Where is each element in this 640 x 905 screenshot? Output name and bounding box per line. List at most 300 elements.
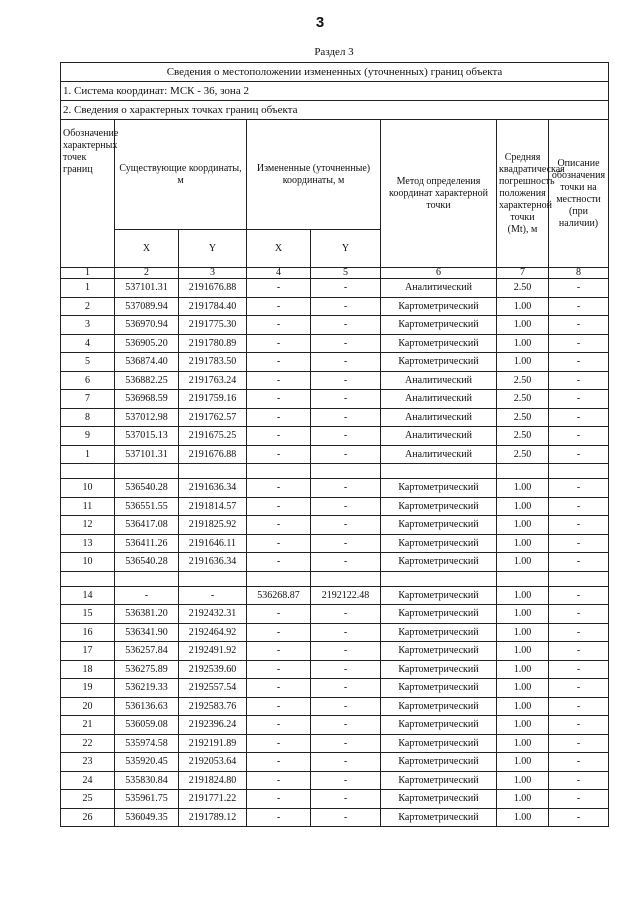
method-cell: Картометрический bbox=[381, 660, 497, 679]
changed-x-cell: 536268.87 bbox=[247, 586, 311, 605]
description-cell: - bbox=[549, 390, 609, 409]
accuracy-cell: 2.50 bbox=[497, 279, 549, 298]
existing-y-cell: 2191762.57 bbox=[179, 408, 247, 427]
accuracy-cell: 2.50 bbox=[497, 445, 549, 464]
table-row bbox=[61, 642, 609, 661]
column-number: 3 bbox=[179, 268, 247, 279]
existing-y-cell: 2191676.88 bbox=[179, 445, 247, 464]
changed-y-cell: - bbox=[311, 771, 381, 790]
empty-cell bbox=[247, 464, 311, 479]
table-row bbox=[61, 623, 609, 642]
existing-y-cell: 2191783.50 bbox=[179, 353, 247, 372]
point-number-cell: 7 bbox=[61, 390, 115, 409]
accuracy-cell: 2.50 bbox=[497, 408, 549, 427]
point-number-cell: 10 bbox=[61, 553, 115, 572]
empty-cell bbox=[61, 464, 115, 479]
existing-x-cell: 537101.31 bbox=[115, 445, 179, 464]
changed-y-cell: - bbox=[311, 553, 381, 572]
existing-x-cell: 537012.98 bbox=[115, 408, 179, 427]
table-row bbox=[61, 408, 609, 427]
existing-x-cell: 536540.28 bbox=[115, 479, 179, 498]
accuracy-cell: 1.00 bbox=[497, 479, 549, 498]
table-row bbox=[61, 371, 609, 390]
existing-x-cell: 537089.94 bbox=[115, 297, 179, 316]
method-cell: Картометрический bbox=[381, 553, 497, 572]
changed-x-cell: - bbox=[247, 697, 311, 716]
column-number: 5 bbox=[311, 268, 381, 279]
description-cell: - bbox=[549, 605, 609, 624]
changed-y-cell: - bbox=[311, 808, 381, 827]
existing-y-cell: 2191824.80 bbox=[179, 771, 247, 790]
description-cell: - bbox=[549, 623, 609, 642]
description-cell: - bbox=[549, 697, 609, 716]
existing-y-cell: 2191646.11 bbox=[179, 534, 247, 553]
changed-x-cell: - bbox=[247, 390, 311, 409]
description-cell: - bbox=[549, 553, 609, 572]
changed-x-cell: - bbox=[247, 790, 311, 809]
point-number-cell: 2 bbox=[61, 297, 115, 316]
accuracy-cell: 1.00 bbox=[497, 497, 549, 516]
changed-x-cell: - bbox=[247, 279, 311, 298]
accuracy-cell: 1.00 bbox=[497, 697, 549, 716]
changed-x-cell: - bbox=[247, 771, 311, 790]
existing-y-cell: 2191636.34 bbox=[179, 553, 247, 572]
method-cell: Картометрический bbox=[381, 642, 497, 661]
coordinate-system: 1. Система координат: МСК - 36, зона 2 bbox=[61, 82, 609, 101]
header-x-existing: X bbox=[115, 230, 179, 268]
changed-x-cell: - bbox=[247, 427, 311, 446]
point-number-cell: 16 bbox=[61, 623, 115, 642]
method-cell: Аналитический bbox=[381, 371, 497, 390]
existing-y-cell: 2191759.16 bbox=[179, 390, 247, 409]
changed-x-cell: - bbox=[247, 334, 311, 353]
changed-y-cell: - bbox=[311, 623, 381, 642]
table-row bbox=[61, 808, 609, 827]
point-number-cell: 4 bbox=[61, 334, 115, 353]
point-number-cell: 9 bbox=[61, 427, 115, 446]
existing-y-cell: 2192491.92 bbox=[179, 642, 247, 661]
existing-x-cell: 536411.26 bbox=[115, 534, 179, 553]
point-number-cell: 13 bbox=[61, 534, 115, 553]
method-cell: Картометрический bbox=[381, 297, 497, 316]
existing-y-cell: 2191636.34 bbox=[179, 479, 247, 498]
changed-y-cell: - bbox=[311, 408, 381, 427]
point-number-cell: 19 bbox=[61, 679, 115, 698]
accuracy-cell: 1.00 bbox=[497, 553, 549, 572]
separator-row bbox=[61, 464, 609, 479]
existing-y-cell: 2192583.76 bbox=[179, 697, 247, 716]
method-cell: Аналитический bbox=[381, 390, 497, 409]
existing-x-cell: 535974.58 bbox=[115, 734, 179, 753]
existing-y-cell: 2191825.92 bbox=[179, 516, 247, 535]
method-cell: Картометрический bbox=[381, 516, 497, 535]
method-cell: Картометрический bbox=[381, 790, 497, 809]
table-row bbox=[61, 427, 609, 446]
header-designation: Обозначение характерных точек границ bbox=[61, 120, 115, 268]
empty-cell bbox=[179, 464, 247, 479]
description-cell: - bbox=[549, 279, 609, 298]
existing-x-cell: 536968.59 bbox=[115, 390, 179, 409]
empty-cell bbox=[497, 464, 549, 479]
point-number-cell: 25 bbox=[61, 790, 115, 809]
accuracy-cell: 1.00 bbox=[497, 316, 549, 335]
table-row bbox=[61, 445, 609, 464]
method-cell: Картометрический bbox=[381, 353, 497, 372]
changed-y-cell: - bbox=[311, 334, 381, 353]
changed-y-cell: - bbox=[311, 642, 381, 661]
description-cell: - bbox=[549, 353, 609, 372]
changed-y-cell: - bbox=[311, 371, 381, 390]
table-title-row bbox=[61, 63, 609, 82]
method-cell: Аналитический bbox=[381, 445, 497, 464]
description-cell: - bbox=[549, 679, 609, 698]
changed-y-cell: - bbox=[311, 734, 381, 753]
header-x-changed: X bbox=[247, 230, 311, 268]
changed-x-cell: - bbox=[247, 753, 311, 772]
empty-cell bbox=[381, 464, 497, 479]
column-number: 6 bbox=[381, 268, 497, 279]
changed-y-cell: - bbox=[311, 605, 381, 624]
point-number-cell: 12 bbox=[61, 516, 115, 535]
method-cell: Картометрический bbox=[381, 697, 497, 716]
column-numbers-row bbox=[61, 268, 609, 279]
existing-y-cell: 2191814.57 bbox=[179, 497, 247, 516]
existing-x-cell: 536417.08 bbox=[115, 516, 179, 535]
point-number-cell: 1 bbox=[61, 279, 115, 298]
description-cell: - bbox=[549, 371, 609, 390]
description-cell: - bbox=[549, 297, 609, 316]
existing-y-cell: - bbox=[179, 586, 247, 605]
accuracy-cell: 2.50 bbox=[497, 371, 549, 390]
table-row bbox=[61, 497, 609, 516]
method-cell: Картометрический bbox=[381, 334, 497, 353]
header-accuracy-text: Средняя квадратическая погрешность положения характерной точки (Mt), м bbox=[499, 151, 565, 235]
changed-y-cell: 2192122.48 bbox=[311, 586, 381, 605]
point-number-cell: 22 bbox=[61, 734, 115, 753]
table-row bbox=[61, 790, 609, 809]
table-row bbox=[61, 334, 609, 353]
existing-y-cell: 2192053.64 bbox=[179, 753, 247, 772]
table-row bbox=[61, 316, 609, 335]
description-cell: - bbox=[549, 408, 609, 427]
changed-y-cell: - bbox=[311, 753, 381, 772]
changed-x-cell: - bbox=[247, 660, 311, 679]
header-y-changed: Y bbox=[311, 230, 381, 268]
description-cell: - bbox=[549, 771, 609, 790]
accuracy-cell: 1.00 bbox=[497, 642, 549, 661]
point-number-cell: 17 bbox=[61, 642, 115, 661]
points-heading: 2. Сведения о характерных точках границ объекта bbox=[61, 101, 609, 120]
header-changed-coordinates: Измененные (уточненные) координаты, м bbox=[247, 120, 381, 230]
method-cell: Аналитический bbox=[381, 279, 497, 298]
table-row bbox=[61, 479, 609, 498]
table-body bbox=[61, 268, 609, 827]
table-row bbox=[61, 297, 609, 316]
page-number: 3 bbox=[315, 14, 325, 31]
accuracy-cell: 1.00 bbox=[497, 660, 549, 679]
changed-y-cell: - bbox=[311, 353, 381, 372]
method-cell: Картометрический bbox=[381, 586, 497, 605]
existing-x-cell: 535920.45 bbox=[115, 753, 179, 772]
existing-x-cell: 536341.90 bbox=[115, 623, 179, 642]
point-number-cell: 26 bbox=[61, 808, 115, 827]
changed-x-cell: - bbox=[247, 408, 311, 427]
changed-y-cell: - bbox=[311, 279, 381, 298]
changed-x-cell: - bbox=[247, 371, 311, 390]
changed-y-cell: - bbox=[311, 697, 381, 716]
changed-y-cell: - bbox=[311, 534, 381, 553]
method-cell: Картометрический bbox=[381, 734, 497, 753]
description-cell: - bbox=[549, 734, 609, 753]
changed-x-cell: - bbox=[247, 445, 311, 464]
changed-x-cell: - bbox=[247, 808, 311, 827]
column-number: 7 bbox=[497, 268, 549, 279]
column-number: 8 bbox=[549, 268, 609, 279]
changed-x-cell: - bbox=[247, 734, 311, 753]
changed-x-cell: - bbox=[247, 553, 311, 572]
point-number-cell: 14 bbox=[61, 586, 115, 605]
point-number-cell: 3 bbox=[61, 316, 115, 335]
method-cell: Картометрический bbox=[381, 753, 497, 772]
point-number-cell: 15 bbox=[61, 605, 115, 624]
table-row bbox=[61, 697, 609, 716]
existing-y-cell: 2191789.12 bbox=[179, 808, 247, 827]
changed-x-cell: - bbox=[247, 353, 311, 372]
accuracy-cell: 1.00 bbox=[497, 790, 549, 809]
points-heading-row bbox=[61, 101, 609, 120]
method-cell: Картометрический bbox=[381, 479, 497, 498]
changed-y-cell: - bbox=[311, 479, 381, 498]
existing-y-cell: 2192539.60 bbox=[179, 660, 247, 679]
description-cell: - bbox=[549, 586, 609, 605]
changed-x-cell: - bbox=[247, 316, 311, 335]
description-cell: - bbox=[549, 316, 609, 335]
table-row bbox=[61, 753, 609, 772]
description-cell: - bbox=[549, 334, 609, 353]
header-existing-coordinates: Существующие координаты, м bbox=[115, 120, 247, 230]
accuracy-cell: 1.00 bbox=[497, 623, 549, 642]
existing-y-cell: 2192432.31 bbox=[179, 605, 247, 624]
existing-x-cell: 536275.89 bbox=[115, 660, 179, 679]
description-cell: - bbox=[549, 516, 609, 535]
existing-x-cell: 535830.84 bbox=[115, 771, 179, 790]
method-cell: Картометрический bbox=[381, 605, 497, 624]
changed-x-cell: - bbox=[247, 716, 311, 735]
method-cell: Аналитический bbox=[381, 427, 497, 446]
changed-y-cell: - bbox=[311, 316, 381, 335]
existing-x-cell: 536970.94 bbox=[115, 316, 179, 335]
description-cell: - bbox=[549, 660, 609, 679]
existing-y-cell: 2192557.54 bbox=[179, 679, 247, 698]
column-number: 2 bbox=[115, 268, 179, 279]
empty-cell bbox=[497, 571, 549, 586]
method-cell: Картометрический bbox=[381, 679, 497, 698]
empty-cell bbox=[115, 571, 179, 586]
existing-x-cell: - bbox=[115, 586, 179, 605]
table-row bbox=[61, 586, 609, 605]
accuracy-cell: 2.50 bbox=[497, 427, 549, 446]
table-row bbox=[61, 660, 609, 679]
existing-y-cell: 2191763.24 bbox=[179, 371, 247, 390]
changed-y-cell: - bbox=[311, 790, 381, 809]
accuracy-cell: 1.00 bbox=[497, 679, 549, 698]
changed-y-cell: - bbox=[311, 445, 381, 464]
accuracy-cell: 1.00 bbox=[497, 605, 549, 624]
existing-x-cell: 537015.13 bbox=[115, 427, 179, 446]
changed-y-cell: - bbox=[311, 716, 381, 735]
table-row bbox=[61, 353, 609, 372]
changed-x-cell: - bbox=[247, 497, 311, 516]
existing-y-cell: 2192191.89 bbox=[179, 734, 247, 753]
existing-x-cell: 536059.08 bbox=[115, 716, 179, 735]
empty-cell bbox=[311, 464, 381, 479]
point-number-cell: 18 bbox=[61, 660, 115, 679]
description-cell: - bbox=[549, 642, 609, 661]
separator-row bbox=[61, 571, 609, 586]
existing-y-cell: 2191780.89 bbox=[179, 334, 247, 353]
accuracy-cell: 1.00 bbox=[497, 334, 549, 353]
point-number-cell: 10 bbox=[61, 479, 115, 498]
description-cell: - bbox=[549, 445, 609, 464]
changed-y-cell: - bbox=[311, 660, 381, 679]
table-row bbox=[61, 553, 609, 572]
empty-cell bbox=[381, 571, 497, 586]
column-number: 4 bbox=[247, 268, 311, 279]
description-cell: - bbox=[549, 534, 609, 553]
point-number-cell: 20 bbox=[61, 697, 115, 716]
accuracy-cell: 1.00 bbox=[497, 734, 549, 753]
existing-x-cell: 536874.40 bbox=[115, 353, 179, 372]
changed-y-cell: - bbox=[311, 516, 381, 535]
existing-y-cell: 2191775.30 bbox=[179, 316, 247, 335]
table-row bbox=[61, 679, 609, 698]
existing-y-cell: 2191676.88 bbox=[179, 279, 247, 298]
accuracy-cell: 1.00 bbox=[497, 534, 549, 553]
header-method: Метод определения координат характерной точки bbox=[381, 120, 497, 268]
changed-x-cell: - bbox=[247, 605, 311, 624]
accuracy-cell: 1.00 bbox=[497, 297, 549, 316]
point-number-cell: 8 bbox=[61, 408, 115, 427]
table-row bbox=[61, 734, 609, 753]
accuracy-cell: 1.00 bbox=[497, 516, 549, 535]
changed-x-cell: - bbox=[247, 479, 311, 498]
existing-x-cell: 536381.20 bbox=[115, 605, 179, 624]
description-cell: - bbox=[549, 753, 609, 772]
point-number-cell: 5 bbox=[61, 353, 115, 372]
method-cell: Картометрический bbox=[381, 716, 497, 735]
changed-y-cell: - bbox=[311, 497, 381, 516]
empty-cell bbox=[549, 464, 609, 479]
point-number-cell: 1 bbox=[61, 445, 115, 464]
description-cell: - bbox=[549, 716, 609, 735]
accuracy-cell: 1.00 bbox=[497, 716, 549, 735]
empty-cell bbox=[247, 571, 311, 586]
point-number-cell: 11 bbox=[61, 497, 115, 516]
existing-x-cell: 536049.35 bbox=[115, 808, 179, 827]
point-number-cell: 23 bbox=[61, 753, 115, 772]
existing-x-cell: 536540.28 bbox=[115, 553, 179, 572]
changed-y-cell: - bbox=[311, 297, 381, 316]
accuracy-cell: 1.00 bbox=[497, 753, 549, 772]
existing-x-cell: 536882.25 bbox=[115, 371, 179, 390]
method-cell: Картометрический bbox=[381, 771, 497, 790]
existing-x-cell: 536136.63 bbox=[115, 697, 179, 716]
point-number-cell: 24 bbox=[61, 771, 115, 790]
empty-cell bbox=[549, 571, 609, 586]
changed-x-cell: - bbox=[247, 642, 311, 661]
accuracy-cell: 1.00 bbox=[497, 586, 549, 605]
changed-x-cell: - bbox=[247, 297, 311, 316]
changed-x-cell: - bbox=[247, 534, 311, 553]
column-number: 1 bbox=[61, 268, 115, 279]
changed-x-cell: - bbox=[247, 679, 311, 698]
header-description: Описание обозначения точки на местности (при наличии) bbox=[549, 120, 609, 268]
existing-x-cell: 536551.55 bbox=[115, 497, 179, 516]
existing-y-cell: 2192464.92 bbox=[179, 623, 247, 642]
description-cell: - bbox=[549, 808, 609, 827]
accuracy-cell: 2.50 bbox=[497, 390, 549, 409]
description-cell: - bbox=[549, 497, 609, 516]
table-row bbox=[61, 534, 609, 553]
existing-x-cell: 536257.84 bbox=[115, 642, 179, 661]
existing-y-cell: 2191675.25 bbox=[179, 427, 247, 446]
existing-y-cell: 2191771.22 bbox=[179, 790, 247, 809]
changed-x-cell: - bbox=[247, 623, 311, 642]
accuracy-cell: 1.00 bbox=[497, 771, 549, 790]
header-y-existing: Y bbox=[179, 230, 247, 268]
method-cell: Картометрический bbox=[381, 316, 497, 335]
method-cell: Картометрический bbox=[381, 623, 497, 642]
empty-cell bbox=[179, 571, 247, 586]
header-accuracy bbox=[497, 120, 565, 268]
changed-x-cell: - bbox=[247, 516, 311, 535]
changed-y-cell: - bbox=[311, 679, 381, 698]
table-row bbox=[61, 390, 609, 409]
method-cell: Картометрический bbox=[381, 497, 497, 516]
description-cell: - bbox=[549, 790, 609, 809]
method-cell: Аналитический bbox=[381, 408, 497, 427]
existing-y-cell: 2192396.24 bbox=[179, 716, 247, 735]
boundary-points-table bbox=[60, 62, 609, 827]
existing-x-cell: 537101.31 bbox=[115, 279, 179, 298]
table-row bbox=[61, 716, 609, 735]
description-cell: - bbox=[549, 427, 609, 446]
table-row bbox=[61, 605, 609, 624]
existing-y-cell: 2191784.40 bbox=[179, 297, 247, 316]
method-cell: Картометрический bbox=[381, 534, 497, 553]
table-row bbox=[61, 771, 609, 790]
point-number-cell: 21 bbox=[61, 716, 115, 735]
table-row bbox=[61, 516, 609, 535]
description-cell: - bbox=[549, 479, 609, 498]
table-title: Сведения о местоположении измененных (уточненных) границ объекта bbox=[61, 63, 609, 82]
empty-cell bbox=[115, 464, 179, 479]
existing-x-cell: 536219.33 bbox=[115, 679, 179, 698]
section-title: Раздел 3 bbox=[314, 46, 354, 58]
changed-y-cell: - bbox=[311, 390, 381, 409]
empty-cell bbox=[61, 571, 115, 586]
table-row bbox=[61, 279, 609, 298]
changed-y-cell: - bbox=[311, 427, 381, 446]
empty-cell bbox=[311, 571, 381, 586]
existing-x-cell: 536905.20 bbox=[115, 334, 179, 353]
point-number-cell: 6 bbox=[61, 371, 115, 390]
coordinate-system-row bbox=[61, 82, 609, 101]
existing-x-cell: 535961.75 bbox=[115, 790, 179, 809]
method-cell: Картометрический bbox=[381, 808, 497, 827]
accuracy-cell: 1.00 bbox=[497, 353, 549, 372]
accuracy-cell: 1.00 bbox=[497, 808, 549, 827]
